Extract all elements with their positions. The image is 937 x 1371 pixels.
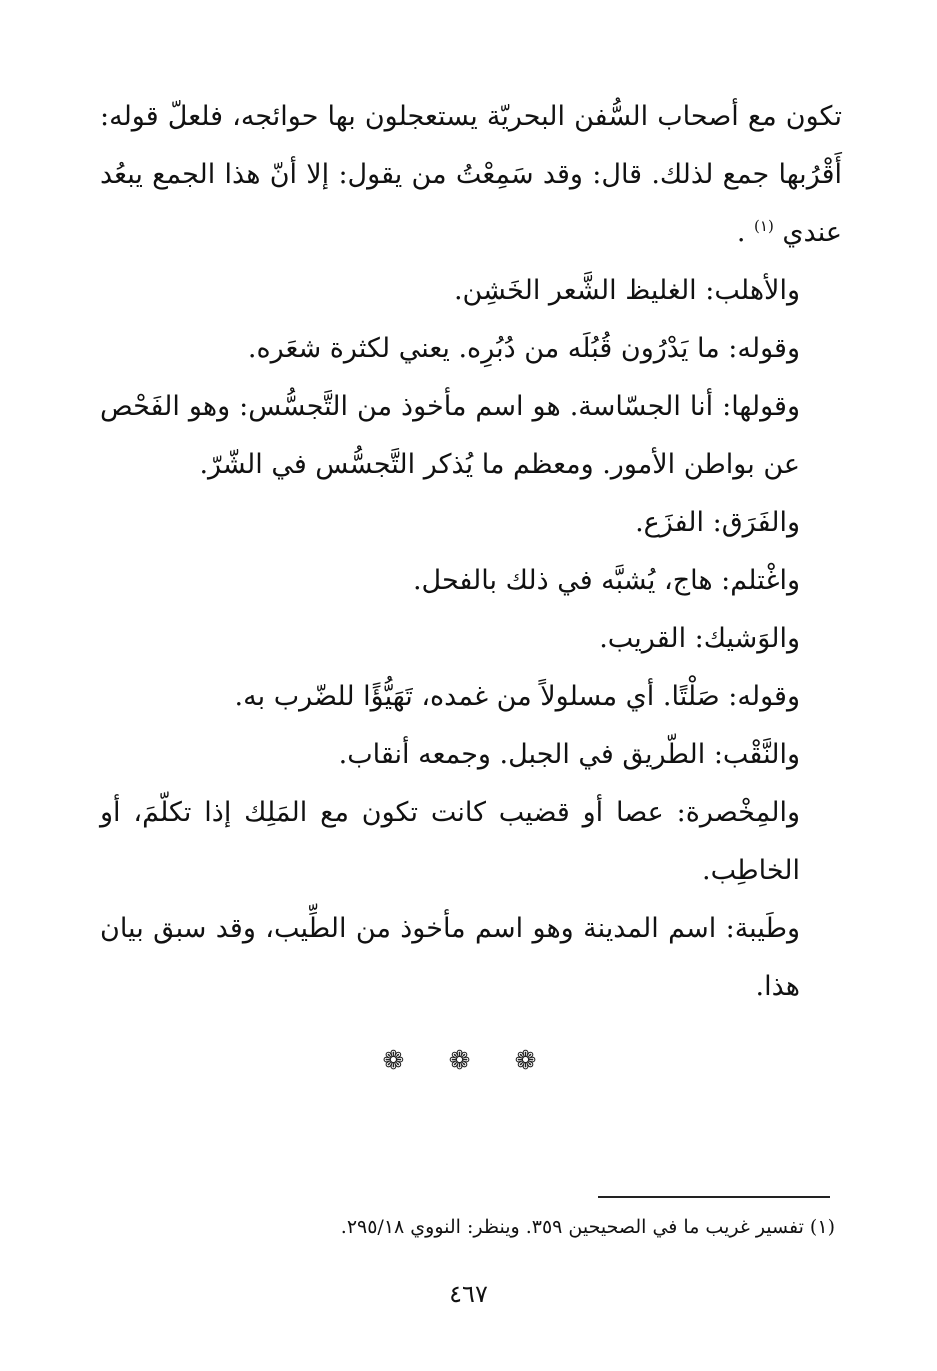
- paragraph-11: وطَيبة: اسم المدينة وهو اسم مأخوذ من الطِّيب، وقد سبق بيان هذا.: [100, 913, 800, 1002]
- paragraph-8: وقوله: صَلْتًا. أي مسلولاً من غمده، تَهَيُّؤًا للضّرب به.: [234, 681, 800, 712]
- paragraph-1: [100, 88, 842, 262]
- page-number: ٤٦٧: [449, 1280, 488, 1308]
- main-text: [100, 88, 842, 1016]
- footnote-reference: (١): [754, 217, 774, 235]
- paragraph-1-text: تكون مع أصحاب السُّفن البحريّة يستعجلون بها حوائجه، فلعلّ قوله: أَقْرُبها جمع لذلك. قال: وقد سَمِعْتُ من يقول: إلا أنّ هذا الجمع يبعُد عندي: [100, 101, 842, 248]
- paragraph-10: والمِخْصرة: عصا أو قضيب كانت تكون مع المَلِك إذا تكلّمَ، أو الخاطِب.: [100, 797, 800, 886]
- paragraph-2: والأهلب: الغليظ الشَّعر الخَشِن.: [453, 275, 800, 306]
- paragraph-7: والوَشيك: القريب.: [599, 623, 800, 654]
- paragraph-5: والفَرَق: الفزَع.: [635, 507, 800, 538]
- paragraph-9: والنَّقْب: الطّريق في الجبل. وجمعه أنقاب.: [338, 739, 800, 770]
- footnote: (١) تفسير غريب ما في الصحيحين ٣٥٩. وينظر: النووي ٢٩٥/١٨.: [340, 1216, 835, 1238]
- paragraph-1-tail: .: [736, 217, 755, 248]
- footnote-separator: [598, 1196, 830, 1198]
- paragraph-3: وقوله: ما يَدْرُون قُبُلَه من دُبُرِه. يعني لكثرة شعَره.: [247, 333, 800, 364]
- paragraph-4: وقولها: أنا الجسّاسة. هو اسم مأخوذ من التَّجسُّس: وهو الفَحْص عن بواطن الأمور. ومعظم ما يُذكر التَّجسُّس في الشّرّ.: [100, 391, 800, 480]
- paragraph-6: واغْتلم: هاج، يُشبَّه في ذلك بالفحل.: [412, 565, 800, 596]
- section-end-ornament: ❁ ❁ ❁: [382, 1046, 555, 1076]
